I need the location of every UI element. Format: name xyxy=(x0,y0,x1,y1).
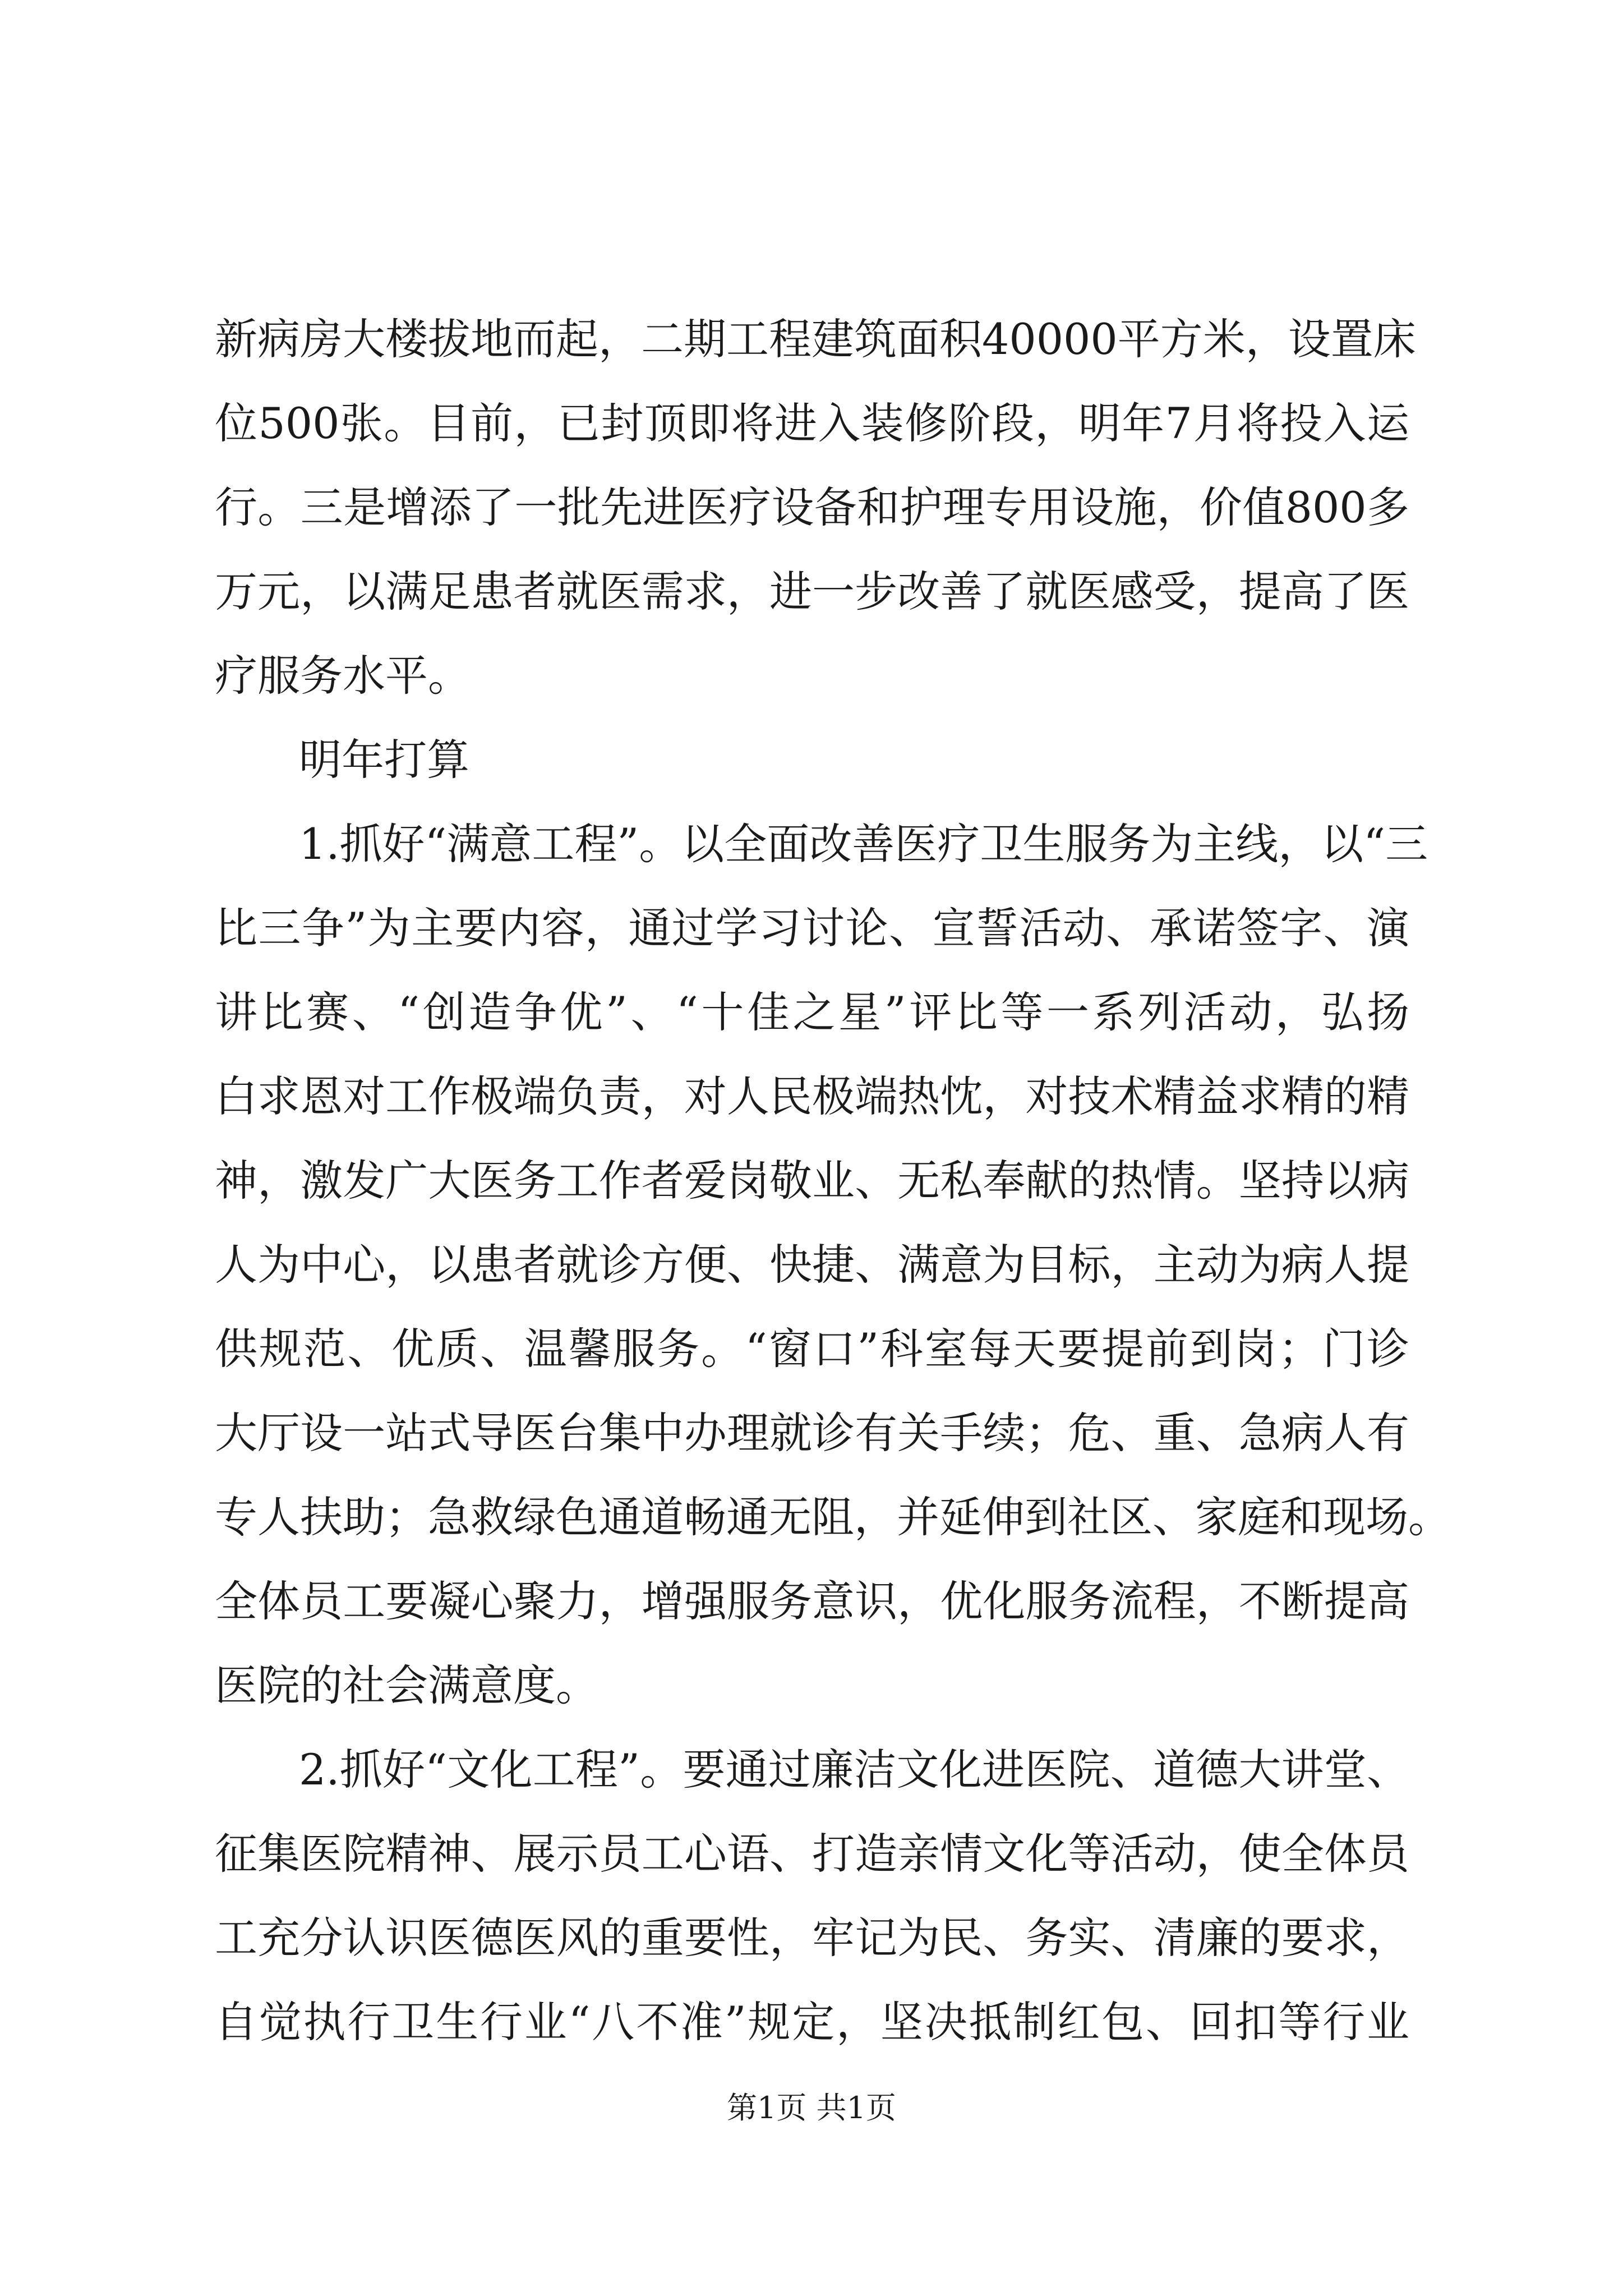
paragraph-line: 新病房大楼拔地而起，二期工程建筑面积40000平方米，设置床 xyxy=(215,314,1416,364)
paragraph-line: 行。三是增添了一批先进医疗设备和护理专用设施，价值800多 xyxy=(215,482,1409,532)
page-footer: 第1页 共1页 xyxy=(727,2090,896,2125)
paragraph-line: 1.抓好“满意工程”。以全面改善医疗卫生服务为主线，以“三 xyxy=(299,819,1428,869)
paragraph-line: 自觉执行卫生行业“八不准”规定，坚决抵制红包、回扣等行业 xyxy=(215,1997,1409,2047)
paragraph-line: 医院的社会满意度。 xyxy=(215,1660,598,1710)
paragraph-line: 万元，以满足患者就医需求，进一步改善了就医感受，提高了医 xyxy=(215,567,1409,616)
paragraph-line: 专人扶助；急救绿色通道畅通无阻，并延伸到社区、家庭和现场。 xyxy=(215,1492,1451,1542)
paragraph-line: 位500张。目前，已封顶即将进入装修阶段，明年7月将投入运 xyxy=(215,398,1409,448)
paragraph-line: 工充分认识医德医风的重要性，牢记为民、务实、清廉的要求， xyxy=(215,1913,1409,1963)
paragraph-line: 讲比赛、“创造争优”、“十佳之星”评比等一系列活动，弘扬 xyxy=(215,987,1409,1037)
paragraph-line: 白求恩对工作极端负责，对人民极端热忱，对技术精益求精的精 xyxy=(215,1071,1409,1121)
paragraph-line: 供规范、优质、温馨服务。“窗口”科室每天要提前到岗；门诊 xyxy=(215,1324,1409,1374)
paragraph-line: 大厅设一站式导医台集中办理就诊有关手续；危、重、急病人有 xyxy=(215,1408,1409,1458)
paragraph-line: 比三争”为主要内容，通过学习讨论、宣誓活动、承诺签字、演 xyxy=(215,903,1409,953)
paragraph-line: 人为中心，以患者就诊方便、快捷、满意为目标，主动为病人提 xyxy=(215,1240,1409,1290)
paragraph-line: 全体员工要凝心聚力，增强服务意识，优化服务流程，不断提高 xyxy=(215,1576,1409,1626)
section-heading: 明年打算 xyxy=(299,735,469,785)
paragraph-line: 征集医院精神、展示员工心语、打造亲情文化等活动，使全体员 xyxy=(215,1829,1409,1879)
paragraph-line: 疗服务水平。 xyxy=(215,651,471,701)
paragraph-line: 2.抓好“文化工程”。要通过廉洁文化进医院、道德大讲堂、 xyxy=(299,1745,1409,1795)
paragraph-line: 神，激发广大医务工作者爱岗敬业、无私奉献的热情。坚持以病 xyxy=(215,1156,1409,1205)
